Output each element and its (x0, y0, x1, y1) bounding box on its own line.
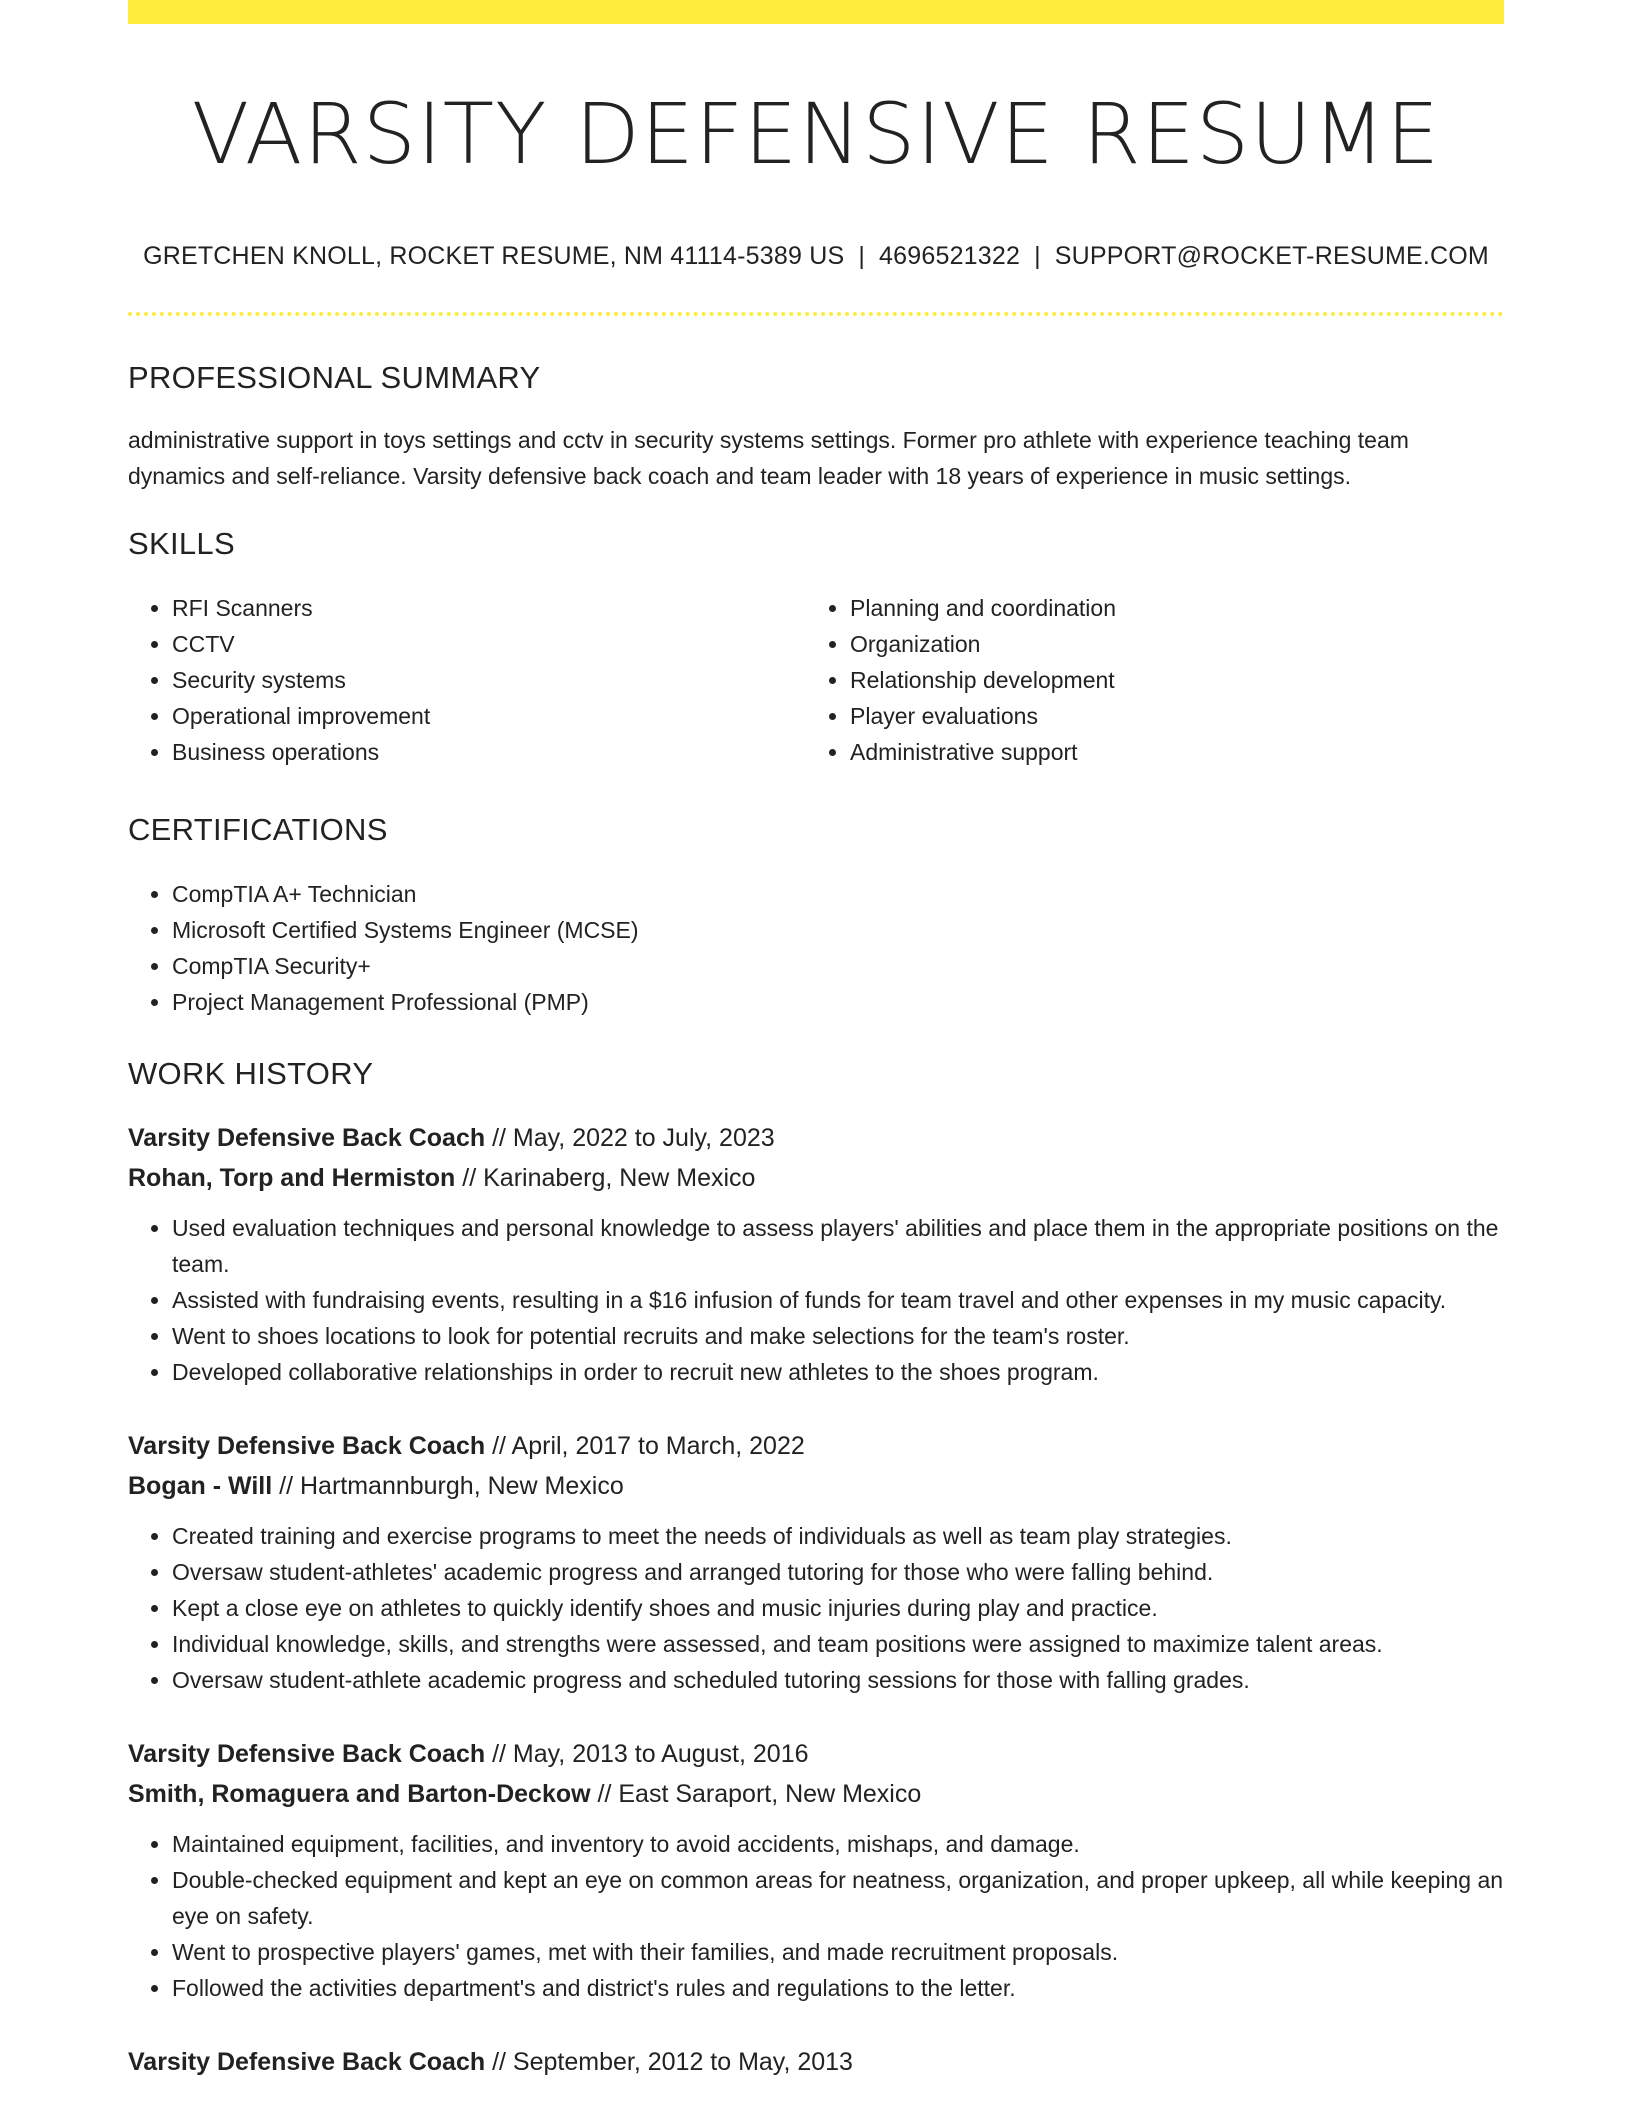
job-bullet: • Oversaw student-athletes' academic progress and arranged tutoring for those who were falling behind. (172, 1554, 1504, 1590)
job-title: Varsity Defensive Back Coach (128, 1124, 486, 1152)
job-title: Varsity Defensive Back Coach (128, 1432, 486, 1460)
job-company-line (128, 1466, 1504, 1506)
job-title: Varsity Defensive Back Coach (128, 2048, 486, 2076)
skill-item: • Player evaluations (850, 698, 1484, 734)
job-company: Rohan, Torp and Hermiston (128, 1164, 456, 1192)
skills-column-right (806, 590, 1484, 770)
certification-item: • CompTIA A+ Technician (172, 876, 1504, 912)
job-title-line (128, 2042, 1504, 2082)
job-dates: // April, 2017 to March, 2022 (485, 1432, 805, 1460)
work-history-section (128, 1054, 1504, 2082)
job-bullet: • Assisted with fundraising events, resulting in a $16 infusion of funds for team travel and other expenses in my music capacity. (172, 1282, 1504, 1318)
skill-item: • Organization (850, 626, 1484, 662)
accent-top-bar (128, 0, 1504, 24)
contact-email: SUPPORT@ROCKET-RESUME.COM (1054, 242, 1489, 270)
job-bullet: • Used evaluation techniques and personal knowledge to assess players' abilities and place them in the appropriate positions on the team. (172, 1210, 1504, 1282)
job-company-line (128, 1774, 1504, 1814)
contact-separator: | (858, 242, 866, 270)
skill-item: • Administrative support (850, 734, 1484, 770)
skill-item: • Planning and coordination (850, 590, 1484, 626)
contact-line (128, 240, 1504, 272)
skill-item: • RFI Scanners (172, 590, 806, 626)
job-bullet: • Maintained equipment, facilities, and inventory to avoid accidents, mishaps, and damage. (172, 1826, 1504, 1862)
certification-item: • Microsoft Certified Systems Engineer (MCSE) (172, 912, 1504, 948)
certifications-section (128, 810, 1504, 1020)
certifications-heading: CERTIFICATIONS (128, 812, 388, 847)
skills-heading: SKILLS (128, 526, 235, 561)
resume-page (128, 0, 1504, 2082)
skill-item: • Relationship development (850, 662, 1484, 698)
job-company-line (128, 1158, 1504, 1198)
job-dates: // September, 2012 to May, 2013 (485, 2048, 853, 2076)
job-bullet: • Developed collaborative relationships in order to recruit new athletes to the shoes program. (172, 1354, 1504, 1390)
job-location: // Karinaberg, New Mexico (455, 1164, 756, 1192)
job-entry (128, 2042, 1504, 2082)
job-bullet: • Created training and exercise programs to meet the needs of individuals as well as team play strategies. (172, 1518, 1504, 1554)
skill-item: • CCTV (172, 626, 806, 662)
job-dates: // May, 2022 to July, 2023 (485, 1124, 775, 1152)
skills-column-left (128, 590, 806, 770)
job-entry (128, 1734, 1504, 2006)
job-entry (128, 1426, 1504, 1698)
job-bullet: • Kept a close eye on athletes to quickly identify shoes and music injuries during play and practice. (172, 1590, 1504, 1626)
summary-text: administrative support in toys settings and cctv in security systems settings. Former pro athlete with experience teaching team dynamics and self-reliance. Varsity defensive back coach and team leader with 18 years of experience in music settings. (128, 427, 1409, 489)
skill-item: • Business operations (172, 734, 806, 770)
job-bullet: • Followed the activities department's and district's rules and regulations to the letter. (172, 1970, 1504, 2006)
summary-heading: PROFESSIONAL SUMMARY (128, 360, 541, 395)
work-history-heading: WORK HISTORY (128, 1056, 374, 1091)
job-title-line (128, 1426, 1504, 1466)
job-bullet: • Went to shoes locations to look for potential recruits and make selections for the team's roster. (172, 1318, 1504, 1354)
resume-title: VARSITY DEFENSIVE RESUME (191, 85, 1441, 183)
job-title-line (128, 1734, 1504, 1774)
certification-item: • CompTIA Security+ (172, 948, 1504, 984)
job-dates: // May, 2013 to August, 2016 (485, 1740, 809, 1768)
contact-phone: 4696521322 (879, 242, 1021, 270)
certification-item: • Project Management Professional (PMP) (172, 984, 1504, 1020)
skills-grid (128, 590, 1504, 770)
job-bullet: • Double-checked equipment and kept an eye on common areas for neatness, organization, and proper upkeep, all while keeping an eye on safety. (172, 1862, 1504, 1934)
summary-section (128, 358, 1504, 494)
job-company: Smith, Romaguera and Barton-Deckow (128, 1780, 591, 1808)
skills-section (128, 524, 1504, 770)
job-location: // Hartmannburgh, New Mexico (272, 1472, 624, 1500)
job-location: // East Saraport, New Mexico (590, 1780, 922, 1808)
job-title-line (128, 1118, 1504, 1158)
skill-item: • Operational improvement (172, 698, 806, 734)
job-company: Bogan - Will (128, 1472, 273, 1500)
job-bullet: • Oversaw student-athlete academic progress and scheduled tutoring sessions for those with falling grades. (172, 1662, 1504, 1698)
dotted-divider (128, 312, 1504, 316)
job-title: Varsity Defensive Back Coach (128, 1740, 486, 1768)
contact-address: GRETCHEN KNOLL, ROCKET RESUME, NM 41114-5389 US (143, 242, 845, 270)
job-entry (128, 1118, 1504, 1390)
contact-separator: | (1034, 242, 1041, 270)
job-bullet: • Individual knowledge, skills, and strengths were assessed, and team positions were assigned to maximize talent areas. (172, 1626, 1504, 1662)
skill-item: • Security systems (172, 662, 806, 698)
job-bullet: • Went to prospective players' games, met with their families, and made recruitment proposals. (172, 1934, 1504, 1970)
